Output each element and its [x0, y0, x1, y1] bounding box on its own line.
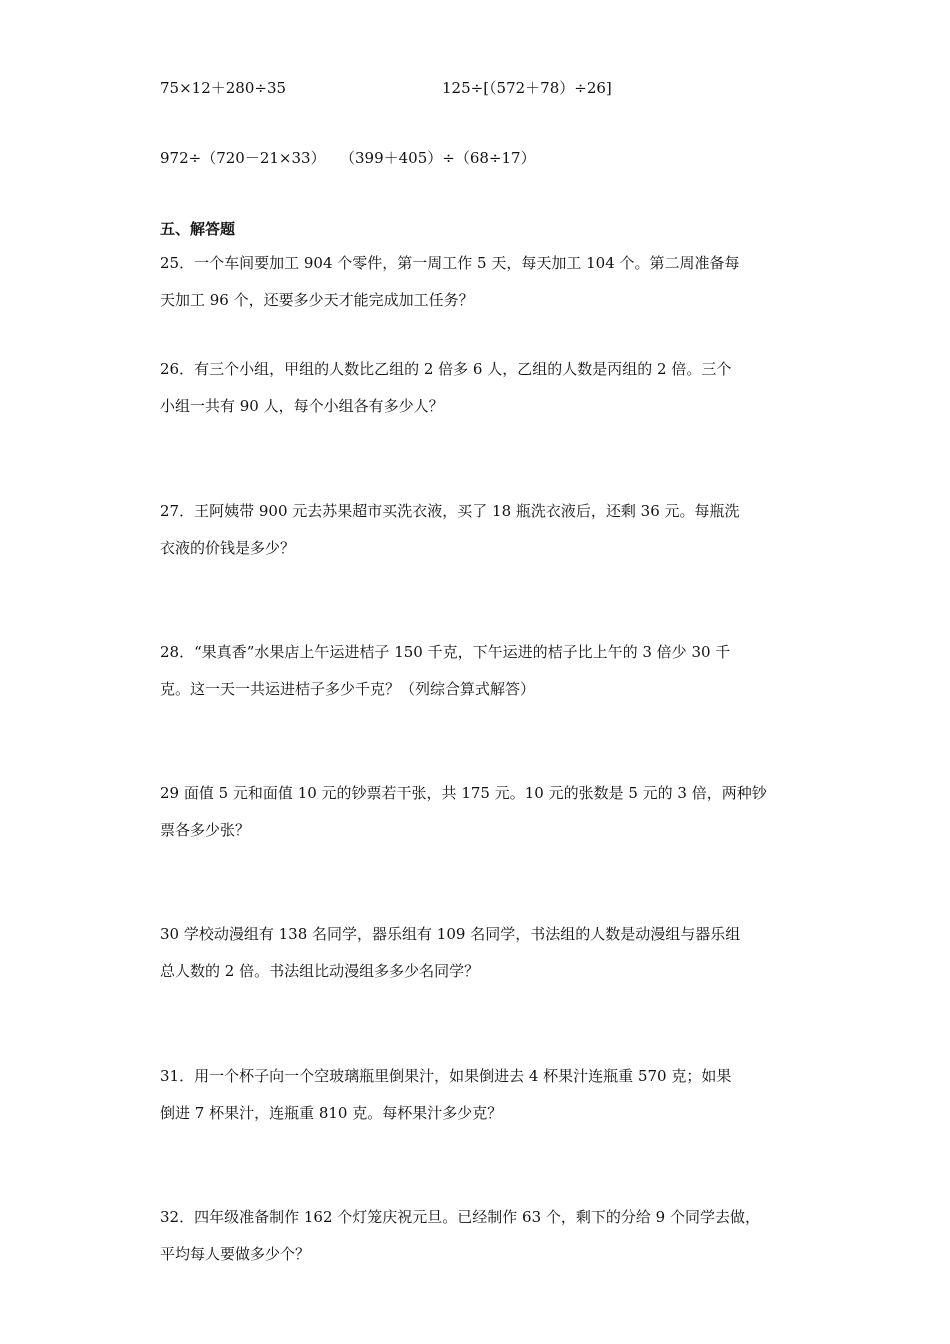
expression-1: 75×12＋280÷35 [160, 79, 287, 97]
problem-line: 25．一个车间要加工 904 个零件，第一周工作 5 天，每天加工 104 个。第二周准备每 [160, 254, 740, 272]
problem-line: 29 面值 5 元和面值 10 元的钞票若干张，共 175 元。10 元的张数是 5 元的 3 倍，两种钞 [160, 784, 767, 802]
problem-line: 平均每人要做多少个？ [160, 1245, 311, 1263]
problem-line: 26．有三个小组，甲组的人数比乙组的 2 倍多 6 人，乙组的人数是丙组的 2 倍。三个 [160, 360, 732, 378]
problem-line: 31．用一个杯子向一个空玻璃瓶里倒果汁，如果倒进去 4 杯果汁连瓶重 570 克；如果 [160, 1067, 732, 1085]
expression-2: 125÷[（572＋78）÷26] [442, 79, 612, 97]
problem-line: 28．“果真香”水果店上午运进桔子 150 千克，下午运进的桔子比上午的 3 倍少 30 千 [160, 643, 731, 661]
problem-line: 30 学校动漫组有 138 名同学，器乐组有 109 名同学，书法组的人数是动漫组与器乐组 [160, 925, 741, 943]
problem-line: 小组一共有 90 人，每个小组各有多少人？ [160, 397, 444, 415]
problem-line: 衣液的价钱是多少？ [160, 539, 296, 557]
expression-3: 972÷（720－21×33） [160, 149, 326, 167]
problem-line: 倒进 7 杯果汁，连瓶重 810 克。每杯果汁多少克？ [160, 1104, 503, 1122]
problem-line: 天加工 96 个，还要多少天才能完成加工任务？ [160, 291, 474, 309]
problem-line: 27．王阿姨带 900 元去苏果超市买洗衣液，买了 18 瓶洗衣液后，还剩 36 元。每瓶洗 [160, 502, 740, 520]
section-heading: 五、解答题 [160, 220, 236, 238]
problem-line: 总人数的 2 倍。书法组比动漫组多多少名同学？ [160, 962, 480, 980]
problem-line: 票各多少张？ [160, 821, 251, 839]
expression-4: （399＋405）÷（68÷17） [340, 149, 536, 167]
problem-line: 32．四年级准备制作 162 个灯笼庆祝元旦。已经制作 63 个，剩下的分给 9 个同学去做， [160, 1208, 760, 1226]
problem-line: 克。这一天一共运进桔子多少千克？（列综合算式解答） [160, 680, 536, 698]
